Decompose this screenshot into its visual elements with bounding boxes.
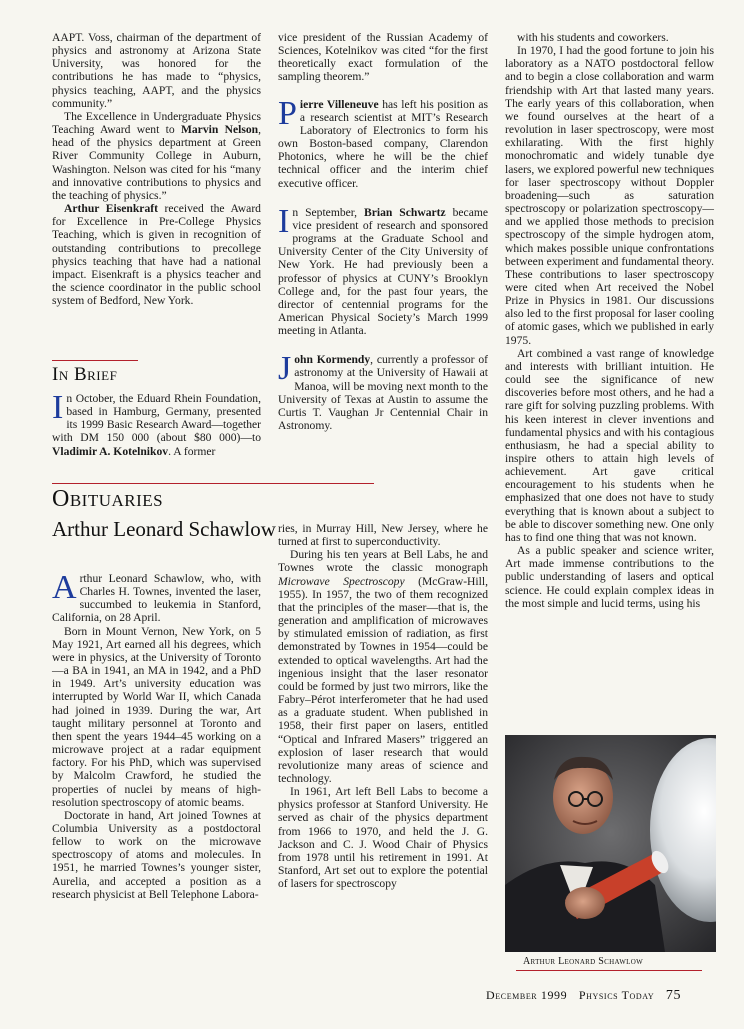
in-brief-heading: In Brief — [52, 364, 118, 385]
schawlow-photo — [505, 735, 716, 952]
name-marvin-nelson: Marvin Nelson — [180, 123, 259, 137]
name-john-kormendy: ohn Kormendy — [294, 353, 371, 367]
column-3 — [505, 31, 714, 610]
paragraph: with his students and coworkers. — [517, 31, 669, 44]
drop-cap: A — [52, 569, 77, 606]
obituary-column-2 — [278, 522, 488, 890]
paragraph: Born in Mount Vernon, New York, on 5 May 1921, Art earned all his degrees, which were in physics, at the University of Toronto—a BA in 1941, an MA in 1942, and a PhD in 1949. Art’s university education was interrupted by World War II, which Canada had joined in 1939. During the war, Art taught military personnel at Toronto and then spent the years 1944–45 working on a microwave project at a radar equipment factory. For his PhD, which was supervised by Malcolm Crawford, he studied the properties of nuclei by means of high-resolution spectroscopy of atomic beams. — [52, 624, 261, 809]
paragraph: ries, in Murray Hill, New Jersey, where he turned at first to superconductivity. — [278, 522, 488, 549]
paragraph: AAPT. Voss, chairman of the department of physics and astronomy at Arizona State University, was honored for the contributions he has made to “physics, physics teaching, AAPT, and the physics community.” — [52, 31, 261, 110]
drop-cap: I — [278, 202, 290, 240]
issue-date: December 1999 — [486, 988, 568, 1002]
paragraph: In 1961, Art left Bell Labs to become a physics professor at Stanford University. He served as chair of the physics department from 1966 to 1970, and held the J. G. Jackson and C. J. Wood Chair of Physics from 1978 until his retirement in 1991. At Stanford, Art set out to explore the potential of lasers for spectroscopy — [278, 785, 488, 891]
drop-cap: I — [52, 389, 64, 426]
photo-illustration — [505, 735, 716, 952]
column-2-top — [278, 31, 488, 432]
paragraph: Art combined a vast range of knowledge and interests with brilliant intuition. He could see the significance of new discoveries before most others, and he had a rare gift for solving puzzling problems. With his keen interest in clever inventions and fundamental physics and with his contagious enthusiasm, he had a special ability to inspire others to attain high levels of achievement. Art gave critical encouragement to his students when he emphasized that one does not have to study everything that is known about a subject to be able to discover something new. One only has to find one thing that was not known. — [505, 346, 714, 544]
name-pierre-villeneuve: ierre Villeneuve — [299, 97, 379, 111]
paragraph-kormendy: John Kormendy, currently a professor of astronomy at the University of Hawaii at Manoa, will be moving next month to the University of Texas at Austin to assume the Curtis T. Vaughan Jr Centennial Chair in Astronomy. — [278, 350, 488, 433]
page-footer — [486, 988, 681, 1004]
paragraph: Arthur Leonard Schawlow, who, with Charles H. Townes, invented the laser, succumbed to leukemia in Stanford, California, on 28 April. — [52, 569, 261, 625]
paragraph: In October, the Eduard Rhein Foundation, based in Hamburg, Germany, presented its 1999 Basic Research Award—together with DM 150 000 (about $80 000)—to Vladimir A. Kotelnikov. A former — [52, 389, 261, 458]
paragraph: Doctorate in hand, Art joined Townes at Columbia University as a postdoctoral fellow to work on the microwave spectroscopy of atoms and molecules. In 1951, he married Townes’s younger sister, Aurelia, and accepted a position as a research physicist at Bell Telephone Labora- — [52, 808, 261, 901]
obituary-person-name: Arthur Leonard Schawlow — [52, 517, 276, 541]
caption-rule — [516, 970, 702, 971]
obituary-column-1 — [52, 569, 261, 901]
paragraph-schwartz: In September, Brian Schwartz became vice president of research and sponsored programs at the Graduate School and University Center of the City University of New York. He had previously been a professor of physics at CUNY’s Brooklyn College and, for the past four years, the director of centennial programs for the American Physical Society’s March 1999 meeting in Atlanta. — [278, 202, 489, 338]
obituaries-heading: Obituaries — [52, 486, 164, 512]
name-arthur-eisenkraft: Arthur Eisenkraft — [64, 202, 158, 216]
name-kotelnikov: Vladimir A. Kotelnikov — [52, 444, 169, 458]
paragraph: During his ten years at Bell Labs, he and Townes wrote the classic monograph Microwave Spectroscopy (McGraw-Hill, 1955). In 1957, the two of them recognized that the principles of the maser—that is, the generation and amplification of microwaves by stimulated emission of radiation, as first demonstrated by Townes in 1954—could be extended to optical wavelengths. Art had the ingenious insight that the laser resonator could be formed by just two mirrors, like the Fabry–Pérot interferometer that he had used as a graduate student. When published in 1958, their first paper on lasers, entitled “Optical and Infrared Masers” triggered an explosion of laser research that would revolutionize many areas of science and technology. — [278, 548, 488, 785]
paragraph: vice president of the Russian Academy of Sciences, Kotelnikov was cited “for the first theoretically exact formulation of the sampling theorem.” — [278, 31, 488, 84]
drop-cap: J — [278, 350, 292, 388]
paragraph-villeneuve: Pierre Villeneuve has left his position as a research scientist at MIT’s Research Laboratory of Electronics to form his own Boston-based company, Clarendon Photonics, where he will be the chief technical officer and the interim chief executive officer. — [278, 94, 488, 190]
name-brian-schwartz: Brian Schwartz — [364, 205, 446, 219]
obituaries-rule — [52, 483, 374, 484]
paragraph: The Excellence in Undergraduate Physics Teaching Award went to Marvin Nelson, head of the physics department at Green River Community College in Auburn, Washington. Nelson was cited for his “many and innovative contributions to physics and the teaching of physics.” — [52, 109, 261, 202]
paragraph: Arthur Eisenkraft received the Award for Excellence in Pre-College Physics Teaching, which is given in recognition of outstanding contributions to precollege physics teaching that have had a national impact. Eisenkraft is a physics teacher and the science coordinator in the public school system of Bedford, New York. — [52, 202, 261, 308]
paragraph: As a public speaker and science writer, Art made immense contributions to the public understanding of lasers and optical science. He could explain complex ideas in the most simple and lucid terms, using his — [505, 544, 714, 610]
book-title: Microwave Spectroscopy — [278, 574, 405, 588]
photo-caption: Arthur Leonard Schawlow — [523, 956, 644, 967]
in-brief-rule — [52, 360, 138, 361]
magazine-name: Physics Today — [578, 988, 655, 1002]
drop-cap: P — [278, 94, 297, 132]
in-brief-text — [52, 389, 261, 458]
page-number: 75 — [665, 988, 682, 1003]
column-1-top — [52, 31, 261, 307]
paragraph: In 1970, I had the good fortune to join his laboratory as a NATO postdoctoral fellow and to begin a close collaboration and warm friendship with Art that lasted many years. The early years of this collaboration, when we found ourselves at the heart of a revolution in laser spectroscopy, were most exhilarating. With the first highly monochromatic and widely tunable dye lasers, we explored powerful new techniques for laser spectroscopy without Doppler broadening—such as saturation spectroscopy or polarization spectroscopy—and we applied those methods to precision spectroscopy of the simple hydrogen atom, which makes possible unique confrontations between experiment and fundamental theory. These contributions to laser spectroscopy were cited when Art received the Nobel Prize in Physics in 1981. Our discussions also led to the first proposal for laser cooling of atomic gases, which we published in early 1975. — [505, 44, 714, 347]
